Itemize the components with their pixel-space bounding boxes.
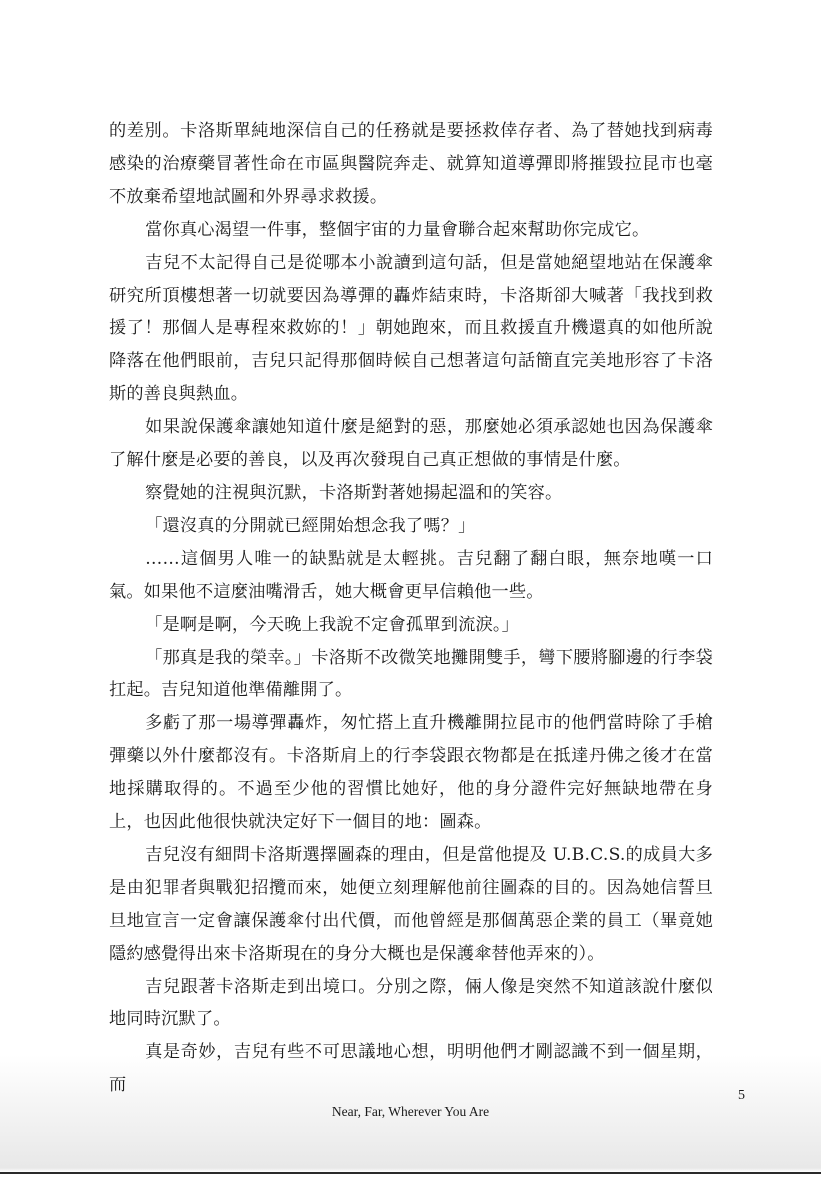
paragraph: 多虧了那一場導彈轟炸，匆忙搭上直升機離開拉昆市的他們當時除了手槍彈藥以外什麼都沒有。卡洛斯肩上的行李袋跟衣物都是在抵達丹佛之後才在當地採購取得的。不過至少他的習慣比她好，他的身分證件完好無缺地帶在身上，也因此他很快就決定好下一個目的地：圖森。 (109, 713, 713, 833)
paragraph: 吉兒跟著卡洛斯走到出境口。分別之際，倆人像是突然不知道該說什麼似地同時沉默了。 (109, 976, 713, 1030)
paragraph: 吉兒沒有細問卡洛斯選擇圖森的理由，但是當他提及 U.B.C.S.的成員大多是由犯罪者與戰犯招攬而來，她便立刻理解他前往圖森的目的。因為她信誓旦旦地宣言一定會讓保護傘付出代價，而他曾經是那個萬惡企業的員工（畢竟她隱約感覺得出來卡洛斯現在的身分大概也是保護傘替他弄來的）。 (109, 844, 713, 964)
paragraph: ……這個男人唯一的缺點就是太輕挑。吉兒翻了翻白眼，無奈地嘆一口氣。如果他不這麼油嘴滑舌，她大概會更早信賴他一些。 (109, 548, 713, 602)
page-number: 5 (738, 1088, 745, 1103)
paragraph: 「是啊是啊，今天晚上我說不定會孤單到流淚。」 (145, 614, 520, 635)
paragraph: 「還沒真的分開就已經開始想念我了嗎？」 (145, 515, 476, 536)
paragraph: 真是奇妙，吉兒有些不可思議地心想，明明他們才剛認識不到一個星期，而 (109, 1042, 713, 1096)
paragraph: 「那真是我的榮幸。」卡洛斯不改微笑地攤開雙手，彎下腰將腳邊的行李袋扛起。吉兒知道他準備離開了。 (109, 647, 713, 701)
paragraph: 如果說保護傘讓她知道什麼是絕對的惡，那麼她必須承認她也因為保護傘了解什麼是必要的善良，以及再次發現自己真正想做的事情是什麼。 (109, 417, 713, 471)
paragraph: 當你真心渴望一件事，整個宇宙的力量會聯合起來幫助你完成它。 (145, 219, 650, 240)
paragraph: 的差別。卡洛斯單純地深信自己的任務就是要拯救倖存者、為了替她找到病毒感染的治療藥冒著性命在市區與醫院奔走、就算知道導彈即將摧毀拉昆市也毫不放棄希望地試圖和外界尋求救援。 (109, 121, 713, 207)
running-footer-title: Near, Far, Wherever You Are (331, 1104, 490, 1119)
body-text (109, 115, 713, 1102)
paragraph: 察覺她的注視與沉默，卡洛斯對著她揚起溫和的笑容。 (145, 482, 563, 503)
page-bottom-divider (0, 1172, 821, 1174)
paragraph: 吉兒不太記得自己是從哪本小說讀到這句話，但是當她絕望地站在保護傘研究所頂樓想著一切就要因為導彈的轟炸結束時，卡洛斯卻大喊著「我找到救援了！那個人是專程來救妳的！」朝她跑來，而且救援直升機還真的如他所說降落在他們眼前，吉兒只記得那個時候自己想著這句話簡直完美地形容了卡洛斯的善良與熱血。 (109, 252, 713, 405)
